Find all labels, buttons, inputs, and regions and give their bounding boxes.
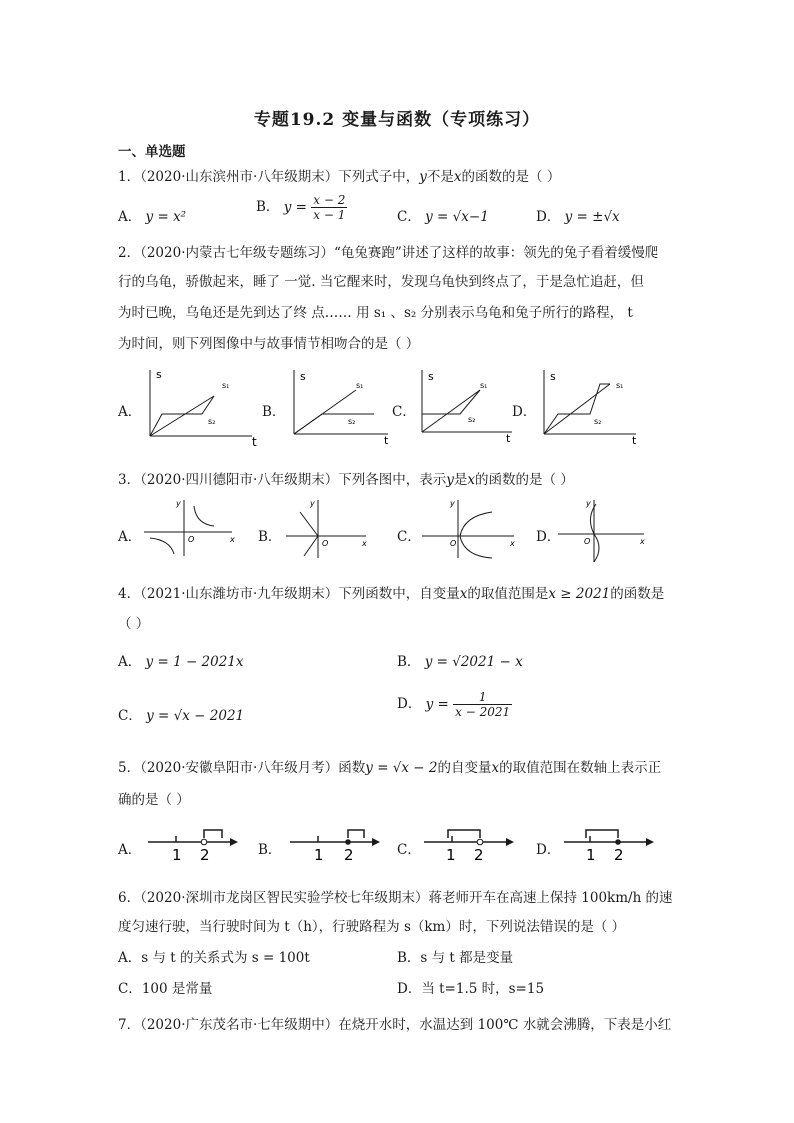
q5-numberline-a — [144, 824, 244, 864]
q3-option-a[interactable]: A． — [118, 529, 142, 545]
svg-text:s₂: s₂ — [208, 417, 216, 426]
q5-stem-end: 确的是（ ） — [118, 792, 190, 808]
q5-option-d[interactable]: D． — [536, 842, 561, 858]
q3-graph-b — [282, 494, 374, 560]
q6-option-a[interactable]: A．s 与 t 的关系式为 s = 100t — [118, 950, 310, 966]
svg-text:y: y — [450, 499, 455, 508]
q6-option-d[interactable]: D．当 t=1.5 时，s=15 — [397, 981, 545, 997]
svg-text:s₂: s₂ — [348, 417, 356, 426]
svg-text:x: x — [510, 539, 515, 548]
q2-option-b[interactable]: B． — [262, 404, 286, 420]
svg-text:x: x — [362, 539, 367, 548]
page-title: 专题19.2 变量与函数（专项练习） — [253, 110, 541, 130]
q2-option-d[interactable]: D． — [512, 404, 537, 420]
svg-text:s: s — [428, 370, 434, 383]
q5-stem: 5．（2020·安徽阜阳市·八年级月考）函数y = √x − 2的自变量x的取值范围在数轴上表示正 — [118, 760, 662, 776]
q4-option-c[interactable]: C． y = √x − 2021 — [118, 708, 245, 724]
q4-stem: 4．（2021·山东潍坊市·九年级期末）下列函数中，自变量x的取值范围是x ≥ 2021的函数是 — [118, 586, 665, 602]
svg-text:s₁: s₁ — [616, 381, 624, 390]
svg-text:1: 1 — [446, 846, 456, 864]
q4-stem-end: （ ） — [118, 616, 150, 632]
q2-graph-c — [414, 366, 522, 446]
svg-text:s₂: s₂ — [594, 417, 602, 426]
q1-stem: 1．（2020·山东滨州市·八年级期末）下列式子中，y不是x的函数的是（ ） — [118, 169, 561, 185]
svg-text:s₂: s₂ — [468, 415, 476, 424]
q5-numberline-c — [420, 824, 520, 864]
q2-option-a[interactable]: A． — [118, 404, 142, 420]
q2-line-1: 2．（2020·内蒙古七年级专题练习）“龟兔赛跑”讲述了这样的故事：领先的兔子看着缓慢爬 — [118, 245, 659, 261]
q4-option-d[interactable]: D． y = $\frac{1}{x - 2021}$ — [397, 690, 511, 719]
svg-text:s: s — [550, 370, 556, 383]
q2-graph-a — [142, 366, 264, 446]
q5-numberline-d — [560, 824, 660, 864]
q2-graph-b — [286, 366, 396, 446]
q3-graph-a — [142, 494, 242, 560]
svg-text:s: s — [156, 368, 162, 381]
svg-text:y: y — [176, 499, 181, 508]
svg-text:O: O — [584, 537, 591, 546]
q7-line-1: 7．（2020·广东茂名市·七年级期中）在烧开水时，水温达到 100℃ 水就会沸腾，下表是小红 — [118, 1017, 672, 1033]
svg-text:2: 2 — [474, 846, 484, 864]
svg-text:1: 1 — [586, 846, 596, 864]
q3-option-d[interactable]: D． — [536, 529, 561, 545]
q5-option-b[interactable]: B． — [258, 842, 282, 858]
q3-option-c[interactable]: C． — [397, 529, 421, 545]
q6-option-b[interactable]: B．s 与 t 都是变量 — [397, 950, 514, 966]
q6-line-2: 度匀速行驶，当行驶时间为 t（h），行驶路程为 s（km）时，下列说法错误的是（ ） — [118, 919, 626, 935]
q1-option-c[interactable]: C． y = √x−1 — [397, 209, 489, 225]
q3-stem: 3．（2020·四川德阳市·八年级期末）下列各图中，表示y是x的函数的是（ ） — [118, 472, 574, 488]
svg-text:O: O — [188, 535, 195, 544]
q5-option-c[interactable]: C． — [397, 842, 421, 858]
q2-line-2: 行的乌龟，骄傲起来，睡了 一觉. 当它醒来时，发现乌龟快到终点了，于是急忙追赶，但 — [118, 274, 644, 290]
svg-text:s: s — [300, 370, 306, 383]
svg-text:x: x — [640, 537, 645, 546]
svg-text:1: 1 — [314, 846, 324, 864]
q5-numberline-b — [286, 824, 386, 864]
svg-text:s₁: s₁ — [480, 381, 488, 390]
svg-text:2: 2 — [200, 846, 210, 864]
q3-graph-c — [420, 494, 520, 560]
svg-text:O: O — [450, 539, 457, 548]
svg-text:s₁: s₁ — [356, 381, 364, 390]
q4-option-b[interactable]: B． y = √2021 − x — [397, 654, 523, 670]
q1-option-b[interactable]: B． y = $\frac{x - 2}{x - 1}$ — [256, 193, 346, 222]
q1-option-a[interactable]: A． y = x² — [118, 209, 187, 225]
q2-graph-d — [536, 366, 646, 446]
svg-text:t: t — [632, 434, 637, 446]
q3-option-b[interactable]: B． — [258, 529, 282, 545]
svg-text:1: 1 — [172, 846, 182, 864]
q6-line-1: 6．（2020·深圳市龙岗区智民实验学校七年级期末）蒋老师开车在高速上保持 100km/h 的速 — [118, 890, 673, 906]
svg-text:t: t — [506, 432, 511, 445]
svg-text:y: y — [586, 499, 591, 508]
q3-graph-d — [556, 494, 650, 564]
svg-text:t: t — [252, 435, 257, 446]
q4-option-a[interactable]: A． y = 1 − 2021x — [118, 654, 244, 670]
svg-text:s₁: s₁ — [222, 381, 230, 390]
q2-option-c[interactable]: C． — [392, 404, 416, 420]
svg-text:y: y — [310, 499, 315, 508]
q2-line-3: 为时已晚，乌龟还是先到达了终 点…… 用 s₁ 、s₂ 分别表示乌龟和兔子所行的路程， t — [118, 305, 633, 321]
section-heading: 一、单选题 — [118, 144, 186, 160]
q6-option-c[interactable]: C．100 是常量 — [118, 981, 213, 997]
svg-text:2: 2 — [614, 846, 624, 864]
q5-option-a[interactable]: A． — [118, 842, 142, 858]
svg-text:t: t — [384, 434, 389, 446]
svg-text:x: x — [230, 535, 235, 544]
svg-text:O: O — [322, 539, 329, 548]
q2-line-4: 为时间，则下列图像中与故事情节相吻合的是（ ） — [118, 336, 420, 352]
q1-option-d[interactable]: D． y = ±√x — [536, 209, 620, 225]
svg-text:2: 2 — [344, 846, 354, 864]
